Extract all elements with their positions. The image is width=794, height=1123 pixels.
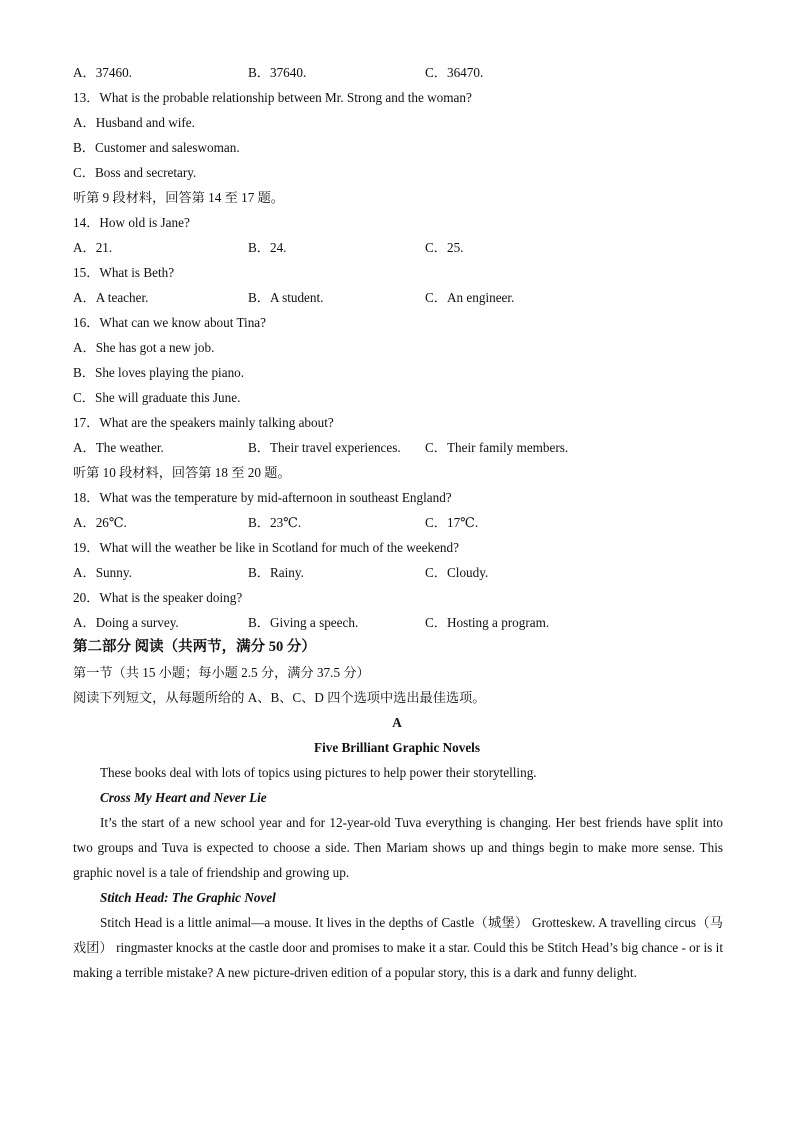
instruction-text: 听第 9 段材料，回答第 14 至 17 题。	[73, 190, 284, 205]
section-9-instruction	[0, 185, 794, 210]
passage-intro	[0, 760, 794, 785]
option-b: B．37640.	[248, 65, 307, 80]
q15-options	[0, 285, 794, 310]
option-b: B．Their travel experiences.	[248, 440, 401, 455]
option-a: A．Sunny.	[73, 565, 132, 580]
option-c: C．17℃.	[425, 515, 479, 530]
q18-options	[0, 510, 794, 535]
q15-question	[0, 260, 794, 285]
option-c: C．An engineer.	[425, 290, 515, 305]
option-c: C．She will graduate this June.	[73, 390, 241, 405]
option-c: C．Cloudy.	[425, 565, 489, 580]
book2-title	[0, 885, 794, 910]
section-10-instruction	[0, 460, 794, 485]
passage-letter	[0, 710, 794, 735]
q12-options	[0, 60, 794, 85]
q19-question	[0, 535, 794, 560]
q14-options	[0, 235, 794, 260]
q16-question	[0, 310, 794, 335]
instruction-text: 听第 10 段材料，回答第 18 至 20 题。	[73, 465, 291, 480]
book2-paragraph: Stitch Head is a little animal—a mouse. It lives in the depths of Castle（城堡） Grotteskew. A travelling circus（马戏团） ringmaster knocks at the castle door and promises to make it a star. Could this be Stitch Head’s big chance - or is it making a terrible mistake? A new picture-driven edition of a popular story, this is a dark and funny delight.	[73, 915, 723, 980]
passage-title	[0, 735, 794, 760]
question-text: 18．What was the temperature by mid-afternoon in southeast England?	[73, 490, 452, 505]
question-text: 19．What will the weather be like in Scotland for much of the weekend?	[73, 540, 459, 555]
q13-option-b	[0, 135, 794, 160]
option-a: A．The weather.	[73, 440, 164, 455]
question-text: 14．How old is Jane?	[73, 215, 190, 230]
book1-title	[0, 785, 794, 810]
section-subtitle: 第一节（共 15 小题；每小题 2.5 分，满分 37.5 分）	[73, 665, 370, 680]
q13-option-a	[0, 110, 794, 135]
question-text: 15．What is Beth?	[73, 265, 175, 280]
q13-option-c	[0, 160, 794, 185]
book-title: Cross My Heart and Never Lie	[100, 790, 267, 805]
option-a: A．Husband and wife.	[73, 115, 195, 130]
q16-option-a	[0, 335, 794, 360]
q13-question	[0, 85, 794, 110]
option-a: A．26℃.	[73, 515, 127, 530]
part2-instruction	[0, 685, 794, 710]
q17-question	[0, 410, 794, 435]
section-title: 第二部分 阅读（共两节，满分 50 分）	[73, 639, 316, 655]
question-text: 13．What is the probable relationship between Mr. Strong and the woman?	[73, 90, 472, 105]
book-title: Stitch Head: The Graphic Novel	[100, 890, 276, 905]
intro-text: These books deal with lots of topics using pictures to help power their storytelling.	[100, 765, 537, 780]
q20-question	[0, 585, 794, 610]
option-b: B．24.	[248, 240, 287, 255]
option-a: A．Doing a survey.	[73, 615, 179, 630]
q16-option-b	[0, 360, 794, 385]
part2-heading	[0, 635, 794, 660]
question-text: 17．What are the speakers mainly talking about?	[73, 415, 334, 430]
q20-options	[0, 610, 794, 635]
option-c: C．25.	[425, 240, 464, 255]
option-a: A．37460.	[73, 65, 132, 80]
option-c: C．Hosting a program.	[425, 615, 550, 630]
option-b: B．A student.	[248, 290, 324, 305]
option-b: B．23℃.	[248, 515, 302, 530]
option-b: B．She loves playing the piano.	[73, 365, 245, 380]
q17-options	[0, 435, 794, 460]
option-b: B．Giving a speech.	[248, 615, 359, 630]
option-b: B．Customer and saleswoman.	[73, 140, 240, 155]
instruction-text: 阅读下列短文，从每题所给的 A、B、C、D 四个选项中选出最佳选项。	[73, 690, 486, 705]
q16-option-c	[0, 385, 794, 410]
option-a: A．A teacher.	[73, 290, 149, 305]
q18-question	[0, 485, 794, 510]
option-c: C．Their family members.	[425, 440, 569, 455]
title-text: Five Brilliant Graphic Novels	[314, 740, 480, 755]
option-b: B．Rainy.	[248, 565, 304, 580]
question-text: 20．What is the speaker doing?	[73, 590, 243, 605]
q14-question	[0, 210, 794, 235]
option-c: C．Boss and secretary.	[73, 165, 197, 180]
passage-label: A	[392, 715, 402, 730]
part2-subheading	[0, 660, 794, 685]
option-a: A．21.	[73, 240, 113, 255]
option-c: C．36470.	[425, 65, 484, 80]
option-a: A．She has got a new job.	[73, 340, 215, 355]
book1-paragraph: It’s the start of a new school year and for 12-year-old Tuva everything is changing. Her best friends have split into two groups and Tuva is expected to choose a side. Then Mariam shows up and things begin to make more sense. This graphic novel is a tale of friendship and growing up.	[73, 815, 723, 880]
question-text: 16．What can we know about Tina?	[73, 315, 267, 330]
q19-options	[0, 560, 794, 585]
